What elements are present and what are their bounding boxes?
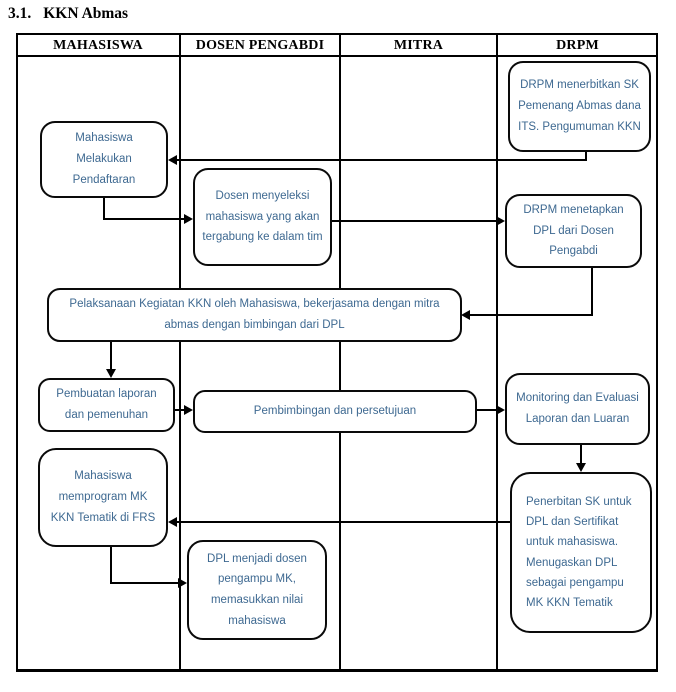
connector-i-arrow-left-icon xyxy=(168,517,177,527)
connector-g-arrow-right-icon xyxy=(496,405,505,415)
node-pelaksanaan-kkn-label: Pelaksanaan Kegiatan KKN oleh Mahasiswa, bekerjasama dengan mitra abmas dengan bimbingan dari DPL xyxy=(69,298,440,331)
node-pembuatan-laporan xyxy=(38,378,175,432)
connector-d-arrow-left-icon xyxy=(461,310,470,320)
node-dpl-pengampu-label: DPL menjadi dosen pengampu MK, memasukkan nilai mahasiswa xyxy=(207,552,307,627)
section-title: KKN Abmas xyxy=(43,5,129,22)
section-heading xyxy=(8,5,128,23)
connector-j-arrow-right-icon xyxy=(178,578,187,588)
connector-b-arrow-right-icon xyxy=(184,214,193,224)
lane-divider-3 xyxy=(496,35,498,669)
lane-divider-2 xyxy=(339,35,341,669)
node-monitoring-evaluasi-label: Monitoring dan Evaluasi Laporan dan Luaran xyxy=(516,392,639,425)
column-header-mahasiswa: MAHASISWA xyxy=(53,38,143,53)
node-penerbitan-sk xyxy=(510,472,652,633)
connector-j-line xyxy=(110,582,178,584)
connector-i-line xyxy=(176,521,510,523)
node-drpm-sk-pemenang-label: DRPM menerbitkan SK Pemenang Abmas dana ITS. Pengumuman KKN xyxy=(518,79,641,133)
node-drpm-sk-pemenang xyxy=(508,61,651,152)
connector-c-line xyxy=(332,220,497,222)
connector-c-arrow-right-icon xyxy=(496,216,505,226)
connector-h-drop xyxy=(580,445,582,464)
node-monitoring-evaluasi xyxy=(505,373,650,445)
node-mahasiswa-frs-label: Mahasiswa memprogram MK KKN Tematik di FRS xyxy=(50,470,156,524)
node-mahasiswa-frs xyxy=(38,448,168,547)
node-pembuatan-laporan-label: Pembuatan laporan dan pemenuhan xyxy=(56,388,157,421)
node-penerbitan-sk-label: Penerbitan SK untuk DPL dan Sertifikat untuk mahasiswa. Menugaskan DPL sebagai pengampu MK KKN Tematik xyxy=(526,495,632,609)
node-mahasiswa-pendaftaran-label: Mahasiswa Melakukan Pendaftaran xyxy=(72,132,136,186)
connector-a-arrow-left-icon xyxy=(168,155,177,165)
connector-b-drop xyxy=(103,198,105,220)
node-dosen-seleksi-label: Dosen menyeleksi mahasiswa yang akan tergabung ke dalam tim xyxy=(202,189,323,244)
column-header-mitra: MITRA xyxy=(393,38,444,53)
connector-h-arrow-down-icon xyxy=(576,463,586,472)
node-drpm-menetapkan-dpl xyxy=(505,194,642,268)
connector-e-drop xyxy=(110,342,112,371)
lane-divider-1 xyxy=(179,35,181,669)
connector-e-arrow-down-icon xyxy=(106,369,116,378)
connector-a-line xyxy=(176,159,587,161)
node-dpl-pengampu xyxy=(187,540,327,640)
node-pembimbingan-label: Pembimbingan dan persetujuan xyxy=(253,405,417,418)
node-pelaksanaan-kkn xyxy=(47,288,462,342)
connector-g-line xyxy=(477,409,497,411)
node-drpm-menetapkan-dpl-label: DRPM menetapkan DPL dari Dosen Pengabdi xyxy=(523,203,624,258)
section-number: 3.1. xyxy=(8,5,32,22)
column-header-drpm: DRPM xyxy=(556,38,599,53)
connector-d-line xyxy=(469,314,593,316)
connector-f-arrow-right-icon xyxy=(184,405,193,415)
node-mahasiswa-pendaftaran xyxy=(40,121,168,198)
node-pembimbingan xyxy=(193,390,477,433)
connector-j-drop xyxy=(110,547,112,584)
connector-b-line xyxy=(103,218,185,220)
connector-d-drop xyxy=(591,268,593,316)
column-header-dosen-pengabdi: DOSEN PENGABDI xyxy=(195,38,325,53)
node-dosen-seleksi xyxy=(193,168,332,266)
